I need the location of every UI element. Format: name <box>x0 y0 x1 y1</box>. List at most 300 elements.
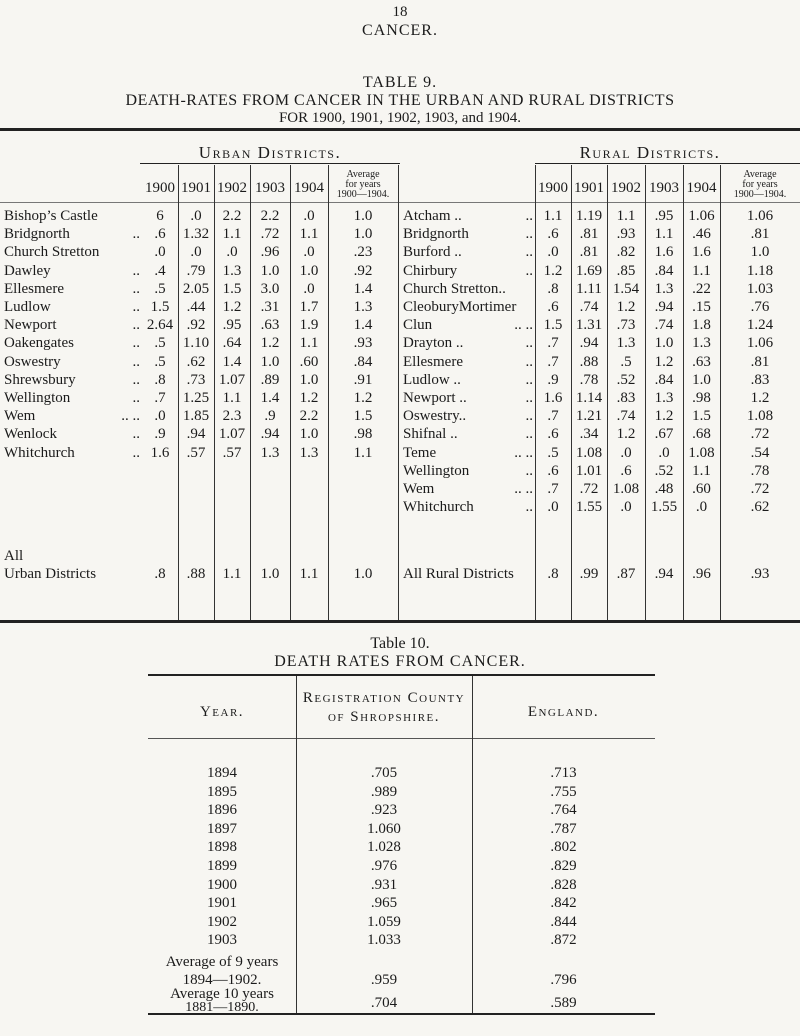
urban-district-name: Bridgnorth <box>4 226 70 243</box>
year-cell: 1898 <box>207 839 237 856</box>
urban-rate-cell: 1.9 <box>299 317 319 334</box>
rural-rate-cell: .7 <box>547 408 559 425</box>
urban-rate-cell: 3.0 <box>260 280 280 297</box>
urban-rate-cell: 1.1 <box>353 444 373 461</box>
urban-district-name: Wenlock <box>4 426 57 443</box>
urban-rate-cell: 1.10 <box>182 335 210 352</box>
rural-rate-cell: .68 <box>692 426 711 443</box>
urban-rate-cell: 2.2 <box>260 208 280 224</box>
rural-district-name: Teme <box>403 444 437 461</box>
urban-rate-cell: .79 <box>186 262 206 279</box>
rural-rate-cell: .0 <box>547 499 559 516</box>
rural-rate-cell: .85 <box>616 262 636 279</box>
rural-total-cell: .96 <box>692 566 711 582</box>
urban-total-label-1: All <box>4 548 24 564</box>
urban-rate-cell: .8 <box>154 371 166 388</box>
county-rate-cell: .976 <box>370 858 398 874</box>
rural-district-leader: .. <box>525 462 533 479</box>
urban-rate-cell: .0 <box>154 244 166 261</box>
urban-year-header: 1904 <box>294 180 324 196</box>
urban-rate-cell: 1.1 <box>299 226 319 243</box>
year-cell: 1897 <box>207 820 237 837</box>
urban-year-header: 1902 <box>217 180 247 196</box>
urban-rate-cell: .31 <box>260 299 280 315</box>
urban-rate-cell: .0 <box>226 244 238 261</box>
rural-rate-cell: .0 <box>620 444 632 461</box>
rural-rate-cell: .0 <box>620 499 632 516</box>
urban-rate-cell: 1.7 <box>299 299 319 315</box>
avg9-label-1: Average of 9 years <box>165 954 279 970</box>
rural-rate-cell: .0 <box>547 244 559 261</box>
rural-district-leader: .. .. <box>514 317 533 334</box>
urban-district-name: Church Stretton <box>4 244 100 261</box>
rural-district-leader: .. .. <box>514 444 533 461</box>
urban-rate-cell: 1.2 <box>299 390 319 406</box>
urban-district-leader: .. <box>132 280 140 297</box>
england-rate-cell: .829 <box>550 858 577 874</box>
urban-rate-cell: .4 <box>154 262 166 279</box>
avg10-england: .589 <box>550 995 577 1011</box>
table9-bottom-rule <box>0 620 800 623</box>
urban-average-header: 1900—1904. <box>336 189 390 200</box>
urban-district-leader: .. <box>132 371 140 388</box>
urban-year-header: 1901 <box>181 180 211 196</box>
urban-rate-cell: 1.0 <box>353 208 373 224</box>
rural-rate-cell: .95 <box>654 208 674 224</box>
avg9-county: .959 <box>370 972 398 988</box>
rural-district-name: Shifnal .. <box>403 426 458 443</box>
urban-rate-cell: .92 <box>186 317 206 334</box>
col-england-header: England. <box>527 704 600 720</box>
rural-rate-cell: .6 <box>547 462 559 479</box>
table9-col-divider <box>398 165 399 620</box>
year-cell: 1903 <box>207 932 237 949</box>
urban-year-header: 1900 <box>145 180 175 196</box>
urban-district-leader: .. .. <box>121 408 140 425</box>
rural-rate-cell: 1.2 <box>543 262 563 279</box>
rural-rate-cell: .83 <box>750 371 770 388</box>
rural-total-cell: .94 <box>654 566 674 582</box>
urban-rate-cell: .64 <box>222 335 242 352</box>
urban-rate-cell: .0 <box>303 280 315 297</box>
rural-total-cell: .87 <box>616 566 636 582</box>
rural-rate-cell: .5 <box>547 444 559 461</box>
urban-average-header: Average <box>346 169 380 180</box>
table10-caption: Table 10. <box>370 635 430 652</box>
urban-rate-cell: .57 <box>222 444 242 461</box>
rural-rate-cell: 1.3 <box>692 335 711 352</box>
rural-rate-cell: 1.1 <box>616 208 636 224</box>
urban-district-name: Dawley <box>4 262 51 279</box>
urban-rate-cell: .0 <box>190 208 202 224</box>
rural-district-leader: .. <box>525 371 533 388</box>
rural-rate-cell: 1.24 <box>746 317 774 334</box>
urban-rate-cell: 1.1 <box>299 335 319 352</box>
rural-rate-cell: 1.31 <box>575 317 603 334</box>
rural-district-name: Wem <box>403 481 435 497</box>
urban-district-name: Oswestry <box>4 353 61 370</box>
rural-rate-cell: .46 <box>692 226 711 243</box>
urban-rate-cell: .9 <box>154 426 166 443</box>
urban-rate-cell: .6 <box>154 226 166 243</box>
rural-rate-cell: .62 <box>750 499 770 516</box>
rural-rate-cell: 1.6 <box>692 244 711 261</box>
rural-district-name: CleoburyMortimer <box>403 299 517 315</box>
county-rate-cell: 1.060 <box>367 820 401 837</box>
rural-rate-cell: 1.06 <box>688 208 715 224</box>
county-rate-cell: .705 <box>370 765 398 781</box>
rural-year-header: 1901 <box>574 180 604 196</box>
county-rate-cell: .923 <box>370 802 398 819</box>
urban-rate-cell: 1.1 <box>222 226 242 243</box>
urban-rate-cell: 2.3 <box>222 408 242 425</box>
urban-district-name: Newport <box>4 317 57 334</box>
rural-rate-cell: 1.14 <box>575 390 603 406</box>
urban-district-leader: .. <box>132 335 140 352</box>
rural-year-header: 1904 <box>686 180 717 196</box>
urban-total-cell: .8 <box>154 566 166 582</box>
urban-rate-cell: 1.4 <box>222 353 242 370</box>
rural-average-header: 1900—1904. <box>733 189 787 200</box>
urban-district-name: Wellington <box>4 390 71 406</box>
urban-district-leader: .. <box>132 262 140 279</box>
urban-rate-cell: 1.85 <box>182 408 210 425</box>
rural-rate-cell: 1.69 <box>575 262 603 279</box>
table9-caption: TABLE 9. <box>362 74 438 91</box>
urban-rate-cell: .95 <box>222 317 242 334</box>
rural-district-name: Oswestry.. <box>403 408 467 425</box>
urban-rate-cell: .94 <box>260 426 280 443</box>
rural-district-name: Drayton .. <box>403 335 464 352</box>
avg10-label-1: Average 10 years <box>170 986 274 1002</box>
avg10-label-2: 1881—1890. <box>185 1000 259 1015</box>
urban-total-cell: .88 <box>186 566 206 582</box>
rural-rate-cell: 1.2 <box>616 426 636 443</box>
rural-rate-cell: .74 <box>616 408 636 425</box>
urban-rate-cell: .57 <box>186 444 206 461</box>
rural-rate-cell: .94 <box>654 299 674 315</box>
rural-total-cell: .93 <box>750 566 770 582</box>
urban-rate-cell: .94 <box>186 426 206 443</box>
england-rate-cell: .828 <box>550 876 577 893</box>
urban-rate-cell: .0 <box>303 208 315 224</box>
urban-rate-cell: 1.0 <box>353 226 373 243</box>
urban-rate-cell: 1.07 <box>218 371 246 388</box>
rural-rate-cell: .48 <box>654 481 674 497</box>
urban-rate-cell: 1.4 <box>353 280 373 297</box>
rural-rate-cell: 1.55 <box>575 499 603 516</box>
urban-year-header: 1903 <box>255 180 285 196</box>
section-title: CANCER. <box>362 22 438 39</box>
rural-rate-cell: .15 <box>692 299 711 315</box>
urban-rate-cell: .5 <box>154 280 166 297</box>
header-rule <box>0 202 800 203</box>
rural-rate-cell: .98 <box>692 390 711 406</box>
county-rate-cell: .931 <box>370 876 398 893</box>
urban-district-leader: .. <box>132 353 140 370</box>
urban-rate-cell: 1.4 <box>260 390 280 406</box>
urban-rate-cell: .0 <box>303 244 315 261</box>
rural-rate-cell: .5 <box>620 353 632 370</box>
rural-rate-cell: .52 <box>616 371 636 388</box>
rural-rate-cell: 1.06 <box>746 335 774 352</box>
rural-rate-cell: 1.2 <box>750 390 770 406</box>
rural-rate-cell: .22 <box>692 280 711 297</box>
table10-title: DEATH RATES FROM CANCER. <box>274 653 526 670</box>
urban-rate-cell: .62 <box>186 353 206 370</box>
rural-rate-cell: .82 <box>616 244 636 261</box>
rural-rate-cell: .93 <box>616 226 636 243</box>
rural-rate-cell: 1.21 <box>575 408 603 425</box>
urban-rate-cell: .63 <box>260 317 280 334</box>
rural-rate-cell: 1.6 <box>654 244 674 261</box>
urban-rate-cell: 1.0 <box>299 426 319 443</box>
urban-rate-cell: .5 <box>154 335 166 352</box>
urban-rate-cell: 1.0 <box>299 371 319 388</box>
urban-rate-cell: .0 <box>154 408 166 425</box>
rural-rate-cell: 1.1 <box>654 226 674 243</box>
urban-rate-cell: 1.3 <box>353 299 373 315</box>
urban-rate-cell: 1.6 <box>150 444 170 461</box>
year-cell: 1894 <box>207 765 237 781</box>
rural-rate-cell: .94 <box>579 335 599 352</box>
urban-rate-cell: 1.3 <box>260 444 280 461</box>
year-cell: 1896 <box>207 802 237 819</box>
rural-year-header: 1903 <box>649 180 679 196</box>
rural-district-name: Newport .. <box>403 390 467 406</box>
rural-rate-cell: 1.2 <box>654 353 674 370</box>
rural-rate-cell: 1.01 <box>575 462 603 479</box>
urban-district-leader: .. <box>132 390 140 406</box>
rural-rate-cell: 1.18 <box>746 262 774 279</box>
urban-district-leader: .. <box>132 317 140 334</box>
urban-rate-cell: .9 <box>264 408 276 425</box>
urban-district-leader: .. <box>132 226 140 243</box>
rural-district-leader: .. <box>525 335 533 352</box>
rural-rate-cell: 1.55 <box>650 499 678 516</box>
rural-district-name: Wellington <box>403 462 470 479</box>
urban-rate-cell: .93 <box>353 335 373 352</box>
urban-rate-cell: .44 <box>186 299 206 315</box>
urban-rate-cell: .60 <box>299 353 319 370</box>
urban-rate-cell: .92 <box>353 262 373 279</box>
urban-rate-cell: 1.0 <box>260 353 280 370</box>
rural-rate-cell: 1.3 <box>654 280 674 297</box>
urban-district-name: Ellesmere <box>4 280 64 297</box>
urban-rate-cell: 2.05 <box>182 280 210 297</box>
rural-rate-cell: .74 <box>579 299 599 315</box>
col-year-header: Year. <box>199 704 245 720</box>
rural-rate-cell: .81 <box>579 244 599 261</box>
urban-average-header: for years <box>345 179 381 190</box>
rural-district-leader: .. <box>525 208 533 224</box>
rural-rate-cell: .67 <box>654 426 674 443</box>
england-rate-cell: .844 <box>550 913 577 930</box>
year-cell: 1901 <box>207 895 237 912</box>
rural-rate-cell: 1.1 <box>543 208 563 224</box>
urban-rate-cell: 6 <box>156 208 164 224</box>
county-rate-cell: .989 <box>370 783 398 800</box>
urban-rate-cell: .98 <box>353 426 373 443</box>
rural-district-name: Burford .. <box>403 244 462 261</box>
england-rate-cell: .713 <box>550 765 577 781</box>
rural-district-leader: .. <box>525 353 533 370</box>
rural-year-header: 1902 <box>611 180 641 196</box>
rural-district-leader: .. <box>525 226 533 243</box>
urban-rate-cell: 1.07 <box>218 426 246 443</box>
rural-rate-cell: .72 <box>750 426 770 443</box>
urban-total-label-2: Urban Districts <box>4 566 97 582</box>
rural-district-name: Chirbury <box>403 262 458 279</box>
urban-district-leader: .. <box>132 444 140 461</box>
rural-rate-cell: 1.5 <box>692 408 711 425</box>
rural-rate-cell: .60 <box>692 481 711 497</box>
rural-rate-cell: 1.08 <box>746 408 774 425</box>
table9-top-rule <box>0 128 800 131</box>
urban-rate-cell: 1.4 <box>353 317 373 334</box>
rural-rate-cell: .7 <box>547 481 559 497</box>
rural-rate-cell: .78 <box>750 462 770 479</box>
england-rate-cell: .764 <box>550 802 577 819</box>
rural-rate-cell: 1.08 <box>575 444 603 461</box>
rural-rate-cell: .6 <box>620 462 632 479</box>
urban-rate-cell: 1.0 <box>260 262 280 279</box>
rural-total-cell: .99 <box>579 566 599 582</box>
rural-district-name: Clun <box>403 317 433 334</box>
col-county-header-1: Registration County <box>302 690 466 706</box>
urban-rate-cell: .84 <box>353 353 373 370</box>
rural-district-name: Ludlow .. <box>403 371 461 388</box>
rural-rate-cell: .7 <box>547 335 559 352</box>
avg9-label-2: 1894—1902. <box>182 972 262 988</box>
rural-district-leader: .. <box>525 262 533 279</box>
rural-rate-cell: .83 <box>616 390 636 406</box>
table9-title: DEATH-RATES FROM CANCER IN THE URBAN AND RURAL DISTRICTS <box>125 92 675 109</box>
england-rate-cell: .755 <box>550 783 577 800</box>
urban-rate-cell: 1.5 <box>150 299 170 315</box>
urban-rate-cell: .72 <box>260 226 280 243</box>
rural-rate-cell: 1.3 <box>616 335 636 352</box>
rural-rate-cell: 1.2 <box>616 299 636 315</box>
rural-rate-cell: 1.08 <box>688 444 715 461</box>
urban-rate-cell: 1.2 <box>222 299 242 315</box>
urban-district-name: Oakengates <box>4 335 74 352</box>
england-rate-cell: .872 <box>550 932 577 949</box>
year-cell: 1900 <box>207 876 237 893</box>
page-number: 18 <box>392 4 408 20</box>
rural-rate-cell: .84 <box>654 262 674 279</box>
rural-rate-cell: 1.0 <box>750 244 770 261</box>
urban-rate-cell: .5 <box>154 353 166 370</box>
rural-rate-cell: .34 <box>579 426 599 443</box>
rural-total-label: All Rural Districts <box>403 566 514 582</box>
rural-average-header: Average <box>743 169 777 180</box>
rural-rate-cell: 1.1 <box>692 462 711 479</box>
urban-rate-cell: 2.64 <box>146 317 174 334</box>
urban-rate-cell: 1.25 <box>182 390 210 406</box>
rural-district-leader: .. .. <box>514 481 533 497</box>
rural-rate-cell: .52 <box>654 462 674 479</box>
urban-district-name: Bishop’s Castle <box>4 208 98 224</box>
rural-district-leader: .. <box>525 499 533 516</box>
urban-district-name: Whitchurch <box>4 444 75 461</box>
rural-rate-cell: .78 <box>579 371 599 388</box>
rural-rate-cell: .76 <box>750 299 770 315</box>
urban-rate-cell: .73 <box>186 371 206 388</box>
rural-rate-cell: 1.5 <box>543 317 563 334</box>
rural-rate-cell: .81 <box>750 226 770 243</box>
rural-average-header: for years <box>742 179 778 190</box>
county-rate-cell: 1.059 <box>367 913 401 930</box>
rural-rate-cell: .6 <box>547 226 559 243</box>
rural-rate-cell: 1.1 <box>692 262 711 279</box>
urban-total-cell: 1.1 <box>299 566 319 582</box>
rural-district-name: Whitchurch <box>403 499 474 516</box>
rural-rate-cell: .81 <box>579 226 599 243</box>
england-rate-cell: .787 <box>550 820 577 837</box>
rural-rate-cell: 1.11 <box>576 280 602 297</box>
rural-rate-cell: .72 <box>750 481 770 497</box>
rural-district-name: Church Stretton.. <box>403 280 506 297</box>
rural-rate-cell: 1.03 <box>746 280 774 297</box>
rural-rate-cell: .72 <box>579 481 599 497</box>
rural-rate-cell: .74 <box>654 317 674 334</box>
urban-total-cell: 1.1 <box>222 566 242 582</box>
urban-district-name: Ludlow <box>4 299 51 315</box>
urban-district-name: Shrewsbury <box>4 371 76 388</box>
urban-total-cell: 1.0 <box>353 566 373 582</box>
urban-rate-cell: 1.5 <box>222 280 242 297</box>
rural-rate-cell: .6 <box>547 299 559 315</box>
urban-rate-cell: .23 <box>353 244 373 261</box>
urban-rate-cell: .96 <box>260 244 280 261</box>
rural-year-header: 1900 <box>538 180 568 196</box>
rural-rate-cell: .0 <box>658 444 670 461</box>
rural-district-name: Atcham .. <box>403 208 462 224</box>
urban-rate-cell: 1.32 <box>182 226 210 243</box>
rural-heading: Rural Districts. <box>579 143 721 162</box>
england-rate-cell: .842 <box>550 895 577 912</box>
urban-rate-cell: 1.3 <box>299 444 319 461</box>
urban-rate-cell: 1.0 <box>299 262 319 279</box>
rural-rate-cell: 1.0 <box>692 371 711 388</box>
urban-rate-cell: .0 <box>190 244 202 261</box>
rural-rate-cell: .9 <box>547 371 559 388</box>
urban-district-leader: .. <box>132 426 140 443</box>
table9-subtitle: FOR 1900, 1901, 1902, 1903, and 1904. <box>278 110 522 126</box>
rural-rate-cell: .81 <box>750 353 770 370</box>
rural-rate-cell: 1.3 <box>654 390 674 406</box>
urban-rate-cell: .91 <box>353 371 373 388</box>
rural-rate-cell: .0 <box>695 499 708 516</box>
avg9-england: .796 <box>550 972 577 988</box>
rural-rate-cell: .8 <box>547 280 559 297</box>
rural-rate-cell: 1.06 <box>746 208 774 224</box>
rural-rate-cell: 1.08 <box>612 481 640 497</box>
year-cell: 1902 <box>207 913 237 930</box>
rural-rate-cell: 1.0 <box>654 335 674 352</box>
table10-header-rule <box>148 738 655 739</box>
rural-rate-cell: 1.2 <box>654 408 674 425</box>
urban-rate-cell: .89 <box>260 371 280 388</box>
rural-district-leader: .. <box>525 426 533 443</box>
county-rate-cell: .965 <box>370 895 398 912</box>
rural-district-leader: .. <box>525 244 533 261</box>
urban-rate-cell: 1.5 <box>353 408 373 425</box>
rural-rate-cell: .73 <box>616 317 636 334</box>
urban-district-name: Wem <box>4 408 36 425</box>
table10-top-rule <box>148 674 655 676</box>
